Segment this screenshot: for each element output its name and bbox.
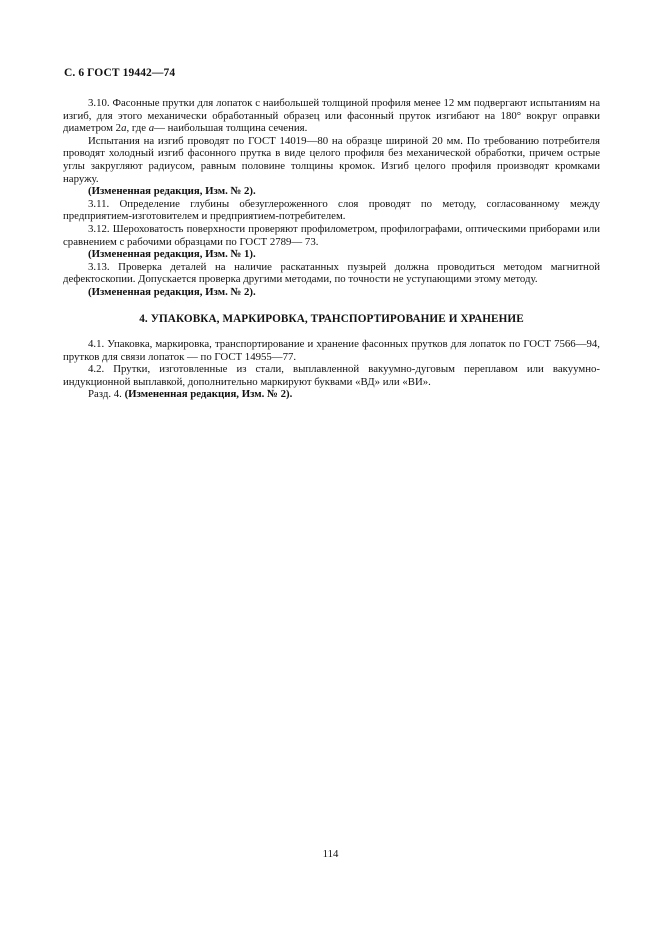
paragraph-3-12: 3.12. Шероховатость поверхности проверяют профилометром, профилографами, оптическими приборами или сравнением с рабочими образцами по ГОСТ 2789— 73.: [63, 222, 600, 248]
paragraph-4-1: 4.1. Упаковка, маркировка, транспортирование и хранение фасонных прутков для лопаток по ГОСТ 7566—94, прутков для связи лопаток — по ГОСТ 14955—77.: [63, 338, 600, 363]
paragraph-bend-test: Испытания на изгиб проводят по ГОСТ 14019—80 на образце шириной 20 мм. По требованию потребителя проводят холодный изгиб фасонного прутка в виде целого профиля без механической обработки, причем острые углы закругляют радиусом, равным половине толщины кромок. Изгиб целого профиля производят кромками наружу.: [63, 134, 600, 185]
section-4-amendment-prefix: Разд. 4.: [88, 388, 125, 401]
variable-a: а: [148, 122, 155, 135]
section-4-title: 4. УПАКОВКА, МАРКИРОВКА, ТРАНСПОРТИРОВАНИЕ И ХРАНЕНИЕ: [139, 312, 524, 325]
page-header: С. 6 ГОСТ 19442—74: [64, 67, 176, 79]
paragraph-3-13: 3.13. Проверка деталей на наличие раскатанных пузырей должна проводиться методом магнитной дефектоскопии. Допускается проверка другими методами, по точности не уступающими этому методу.: [63, 260, 600, 286]
section-4-amendment: [63, 388, 600, 401]
amendment-note: (Измененная редакция, Изм. № 2).: [88, 185, 256, 198]
paragraph-3-10-text-a: 3.10. Фасонные прутки для лопаток с наибольшей толщиной профиля менее 12 мм подвергают испытаниям на изгиб, для этого механически обработанный образец или фасонный пруток изгибают на 180° вокруг оправки диаметром 2: [63, 97, 600, 135]
amendment-note: (Измененная редакция, Изм. № 1).: [88, 248, 256, 261]
paragraph-3-11: 3.11. Определение глубины обезуглероженного слоя проводят по методу, согласованному между предприятием-изготовителем и предприятием-потребителем.: [63, 197, 600, 223]
page-number: 114: [322, 848, 339, 860]
variable-a: а: [121, 122, 127, 135]
paragraph-3-10-text-c: — наибольшая толщина сечения.: [154, 122, 308, 135]
paragraph-4-2: 4.2. Прутки, изготовленные из стали, выплавленной вакуумно-дуговым переплавом или вакуумно-индукционной выплавкой, дополнительно маркируют буквами «ВД» или «ВИ».: [63, 363, 600, 388]
paragraph-3-10-text-b: , где: [126, 122, 149, 135]
paragraph-3-10: [63, 97, 600, 135]
document-body: [63, 97, 600, 401]
amendment-note: (Измененная редакция, Изм. № 2).: [124, 388, 293, 401]
amendment-note: (Измененная редакция, Изм. № 2).: [88, 285, 256, 298]
